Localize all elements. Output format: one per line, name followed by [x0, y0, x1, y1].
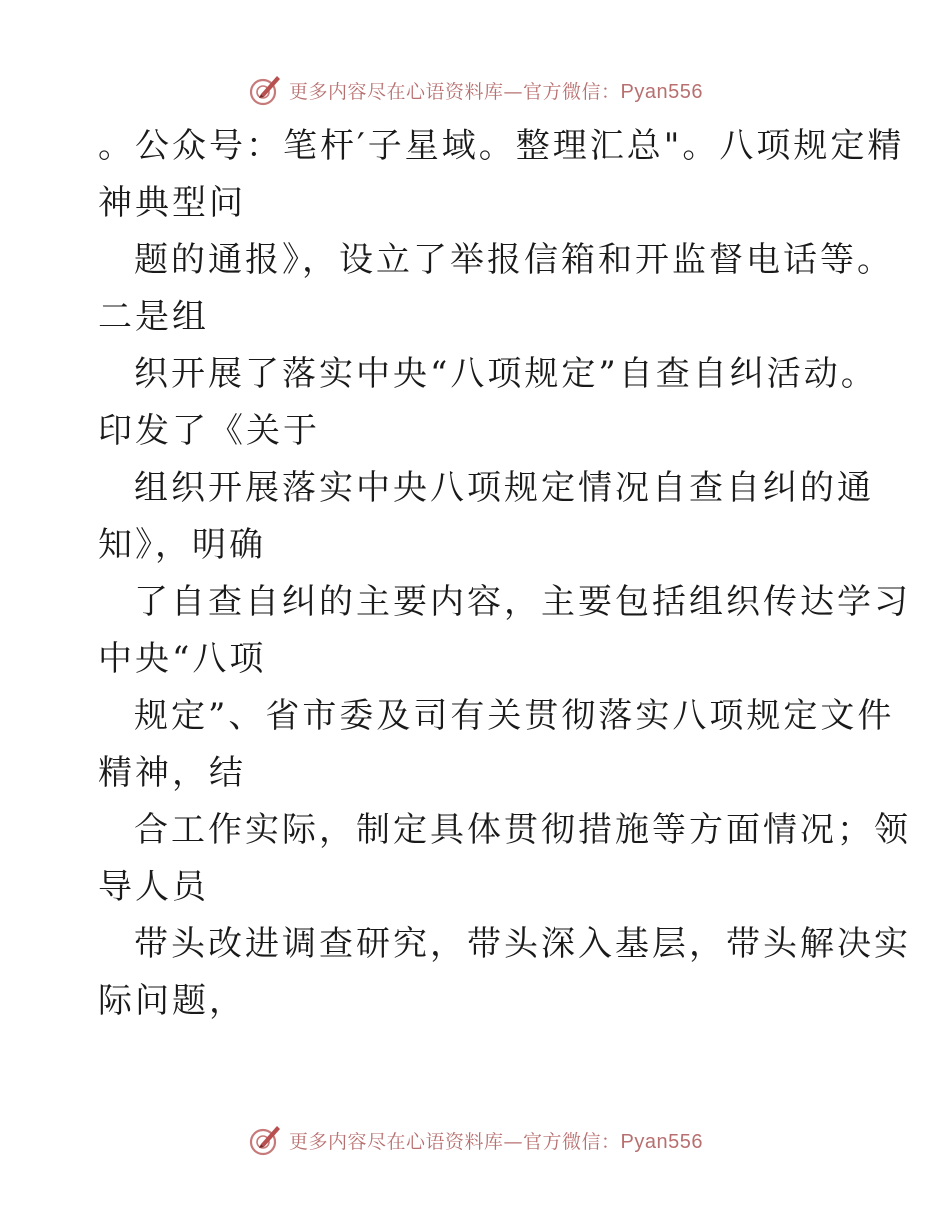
wechat-handle: Pyan556	[620, 80, 703, 103]
text-line: 规定”、省市委及司有关贯彻落实八项规定文件	[134, 696, 895, 736]
quill-pen-logo-icon	[247, 1122, 283, 1158]
text-line: 组织开展落实中央八项规定情况自查自纠的通	[134, 468, 874, 508]
text-line: 知》，明确	[98, 525, 266, 565]
footer-banner	[0, 1120, 950, 1160]
quill-pen-logo-icon	[247, 72, 283, 108]
text-line: 际问题，	[98, 981, 246, 1021]
header-banner-text: 更多内容尽在心语资料库—官方微信：Pyan556	[289, 80, 703, 103]
text-line: 神典型问	[98, 183, 246, 223]
text-line: 合工作实际，制定具体贯彻措施等方面情况；领	[134, 810, 911, 850]
document-body	[98, 118, 911, 1030]
text-line: 带头改进调查研究，带头深入基层，带头解决实	[134, 924, 911, 964]
text-line: 了自查自纠的主要内容，主要包括组织传达学习	[134, 582, 911, 622]
text-line: 题的通报》，设立了举报信箱和开监督电话等。	[134, 240, 894, 280]
text-line: 中央“八项	[98, 639, 267, 679]
text-line: 二是组	[98, 297, 209, 337]
text-line: 精神，结	[98, 753, 246, 793]
header-banner	[0, 70, 950, 110]
footer-banner-text: 更多内容尽在心语资料库—官方微信：Pyan556	[289, 1130, 703, 1153]
wechat-handle: Pyan556	[620, 1130, 703, 1153]
text-line: 织开展了落实中央“八项规定”自查自纠活动。	[134, 354, 878, 394]
text-line: 导人员	[98, 867, 209, 907]
text-line: 印发了《关于	[98, 411, 320, 451]
text-line: 。公众号：笔杆′子星域。整理汇总"。八项规定精	[98, 126, 905, 166]
